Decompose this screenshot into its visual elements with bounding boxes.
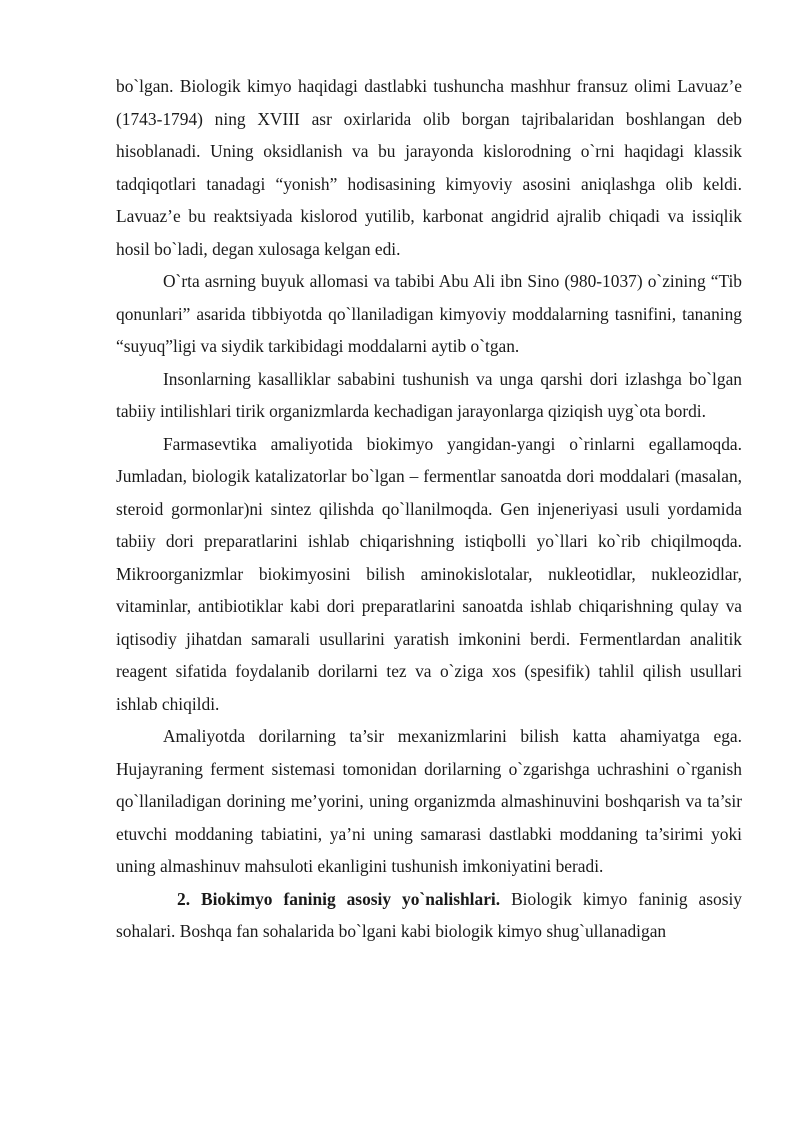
paragraph-drug-mechanisms: Amaliyotda dorilarning ta’sir mexanizmlarini bilish katta ahamiyatga ega. Hujayraning ferment sistemasi tomonidan dorilarning o`zgarishga uchrashini o`rganish qo`llaniladigan dorining me’yorini, uning organizmda almashinuvini boshqarish va ta’sir etuvchi moddaning tabiatini, ya’ni uning samarasi dastlabki moddaning ta’sirimi yoki uning almashinuv mahsuloti ekanligini tushunish imkoniyatini beradi. (116, 726, 742, 876)
paragraph-pharmaceutical-practice: Farmasevtika amaliyotida biokimyo yangidan-yangi o`rinlarni egallamoqda. Jumladan, biologik katalizatorlar bo`lgan – fermentlar sanoatda dori moddalari (masalan, steroid gormonlar)ni sintez qilishda qo`llanilmoqda. Gen injeneriyasi usuli yordamida tabiiy dori preparatlarini ishlab chiqarishning istiqbolli yo`llari ko`rib chiqilmoqda. Mikroorganizmlar biokimyosini bilish aminokislotalar, nukleotidlar, nukleozidlar, vitaminlar, antibiotiklar kabi dori preparatlarini sanoatda ishlab chiqarishning qulay va iqtisodiy jihatdan samarali usullarini yaratish imkonini berdi. Fermentlardan analitik reagent sifatida foydalanib dorilarni tez va o`ziga xos (spesifik) tahlil qilish usullari ishlab chiqildi. (116, 433, 742, 714)
document-page (116, 70, 742, 948)
paragraph-ibn-sino: O`rta asrning buyuk allomasi va tabibi Abu Ali ibn Sino (980-1037) o`zining “Tib qonunlari” asarida tibbiyotda qo`llaniladigan kimyoviy moddalarning tasnifini, tananing “suyuq”ligi va siydik tarkibidagi moddalarni aytib o`tgan. (116, 271, 742, 356)
section-text: Biologik kimyo faninig asosiy sohalari. Boshqa fan sohalarida bo`lgani kabi biologik kimyo shug`ullanadigan (116, 888, 742, 941)
section-paragraph (116, 883, 742, 948)
section-heading: 2. Biokimyo faninig asosiy yo`nalishlari. (177, 888, 501, 909)
paragraph-disease-causes: Insonlarning kasalliklar sababini tushunish va unga qarshi dori izlashga bo`lgan tabiiy intilishlari tirik organizmlarda kechadigan jarayonlarga qiziqish uyg`ota bordi. (116, 368, 742, 421)
paragraph-lavoisier: bo`lgan. Biologik kimyo haqidagi dastlabki tushuncha mashhur fransuz olimi Lavuaz’e (1743-1794) ning XVIII asr oxirlarida olib borgan tajribalaridan boshlangan deb hisoblanadi. Uning oksidlanish va bu jarayonda kislorodning o`rni haqidagi klassik tadqiqotlari tanadagi “yonish” hodisasining kimyoviy asosini aniqlashga olib keldi. Lavuaz’e bu reaktsiyada kislorod yutilib, karbonat angidrid ajralib chiqadi va issiqlik hosil bo`ladi, degan xulosaga kelgan edi. (116, 76, 742, 259)
